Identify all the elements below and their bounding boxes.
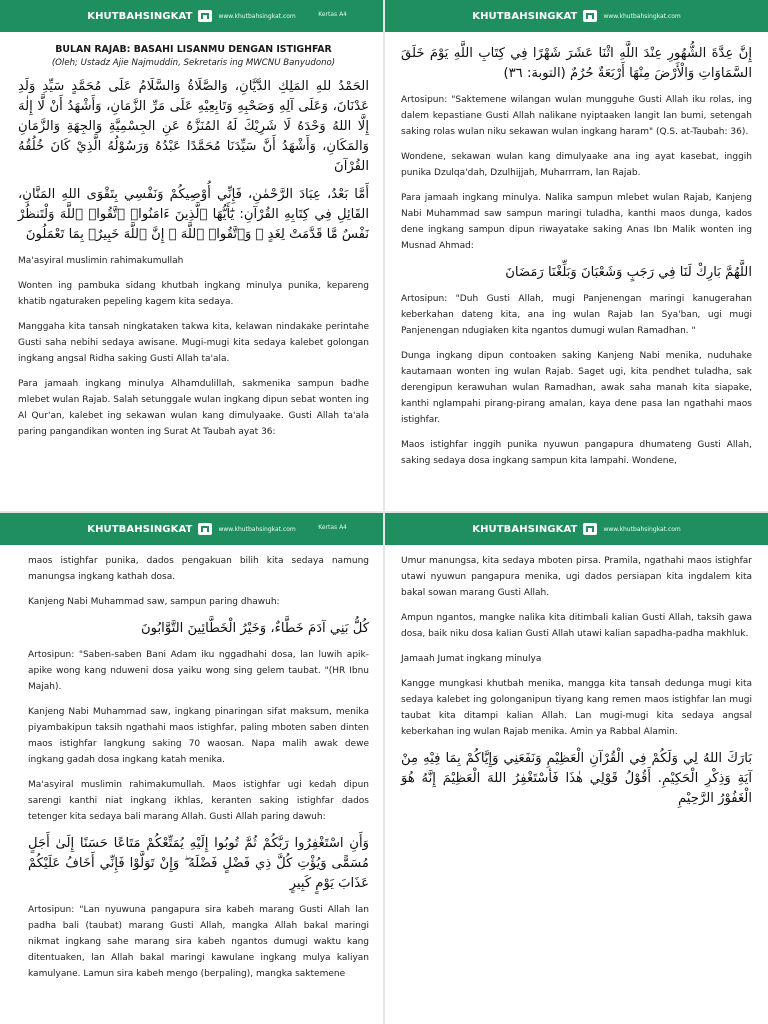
paragraph: Kangge mungkasi khutbah menika, mangga kita tansah dedunga mugi kita sedaya kalebet ing golonganipun tiyang kang remen maos istighfar lan mugi taubat kita ditampi kalian Allah. Lan mugi-mugi kita sedaya angsal keberkahan ing wulan Rajab menika. Amin ya Rabbal Alamin. bbox=[401, 679, 752, 737]
paper-size-tag: Kertas A4 bbox=[318, 11, 347, 18]
brand-name: KHUTBAHSINGKAT bbox=[472, 523, 578, 535]
paragraph: Ma'asyiral muslimin rahimakumullah. Maos istighfar ugi kedah dipun sarengi kanthi niat ingkang ikhlas, keranten saking istighfar dados tetenger kita sedaya bali marang Allah. Gusti Allah paring dawuh: bbox=[28, 780, 369, 822]
brand-name: KHUTBAHSINGKAT bbox=[472, 10, 578, 22]
paragraph: Kanjeng Nabi Muhammad saw, sampun paring dhawuh: bbox=[28, 597, 280, 607]
page-header bbox=[385, 0, 768, 32]
paragraph: Kanjeng Nabi Muhammad saw, ingkang pinaringan sifat maksum, menika piyambakipun taksih ngathahi maos istighfar, paling mboten saben dinten maos istighfar langkung saking 70 waosan. Napa malih awak dewe ingkang gadah dosa ingkang katah menika. bbox=[28, 707, 369, 765]
arabic-wasiyat: أَمَّا بَعْدُ، عِبَادَ الرَّحْمٰنِ، فَإِنِّي أُوْصِيكُمْ وَنَفْسِي بِتَقْوَى اللهِ المَنَّانِ، القَائِلِ فِي كِتَابِهِ القُرْآنِ: يَٰٓأَيُّهَا ٱلَّذِينَ ءَامَنُوا۟ ٱتَّقُوا۟ ٱللَّهَ وَلْتَنظُرْ نَفْسٌ مَّا قَدَّمَتْ لِغَدٍ ۖ وَٱتَّقُوا۟ ٱللَّهَ ۚ إِنَّ ٱللَّهَ خَبِيرٌۢ بِمَا تَعْمَلُونَ bbox=[18, 187, 369, 242]
page-header bbox=[385, 513, 768, 545]
article-title: BULAN RAJAB: BASAHI LISANMU DENGAN ISTIGHFAR bbox=[55, 44, 332, 55]
page-4 bbox=[385, 513, 768, 1024]
site-url: www.khutbahsingkat.com bbox=[218, 525, 296, 533]
paragraph: Umur manungsa, kita sedaya mboten pirsa. Pramila, ngathahi maos istighfar utawi nyuwun pangapura menika, ugi dados persiapan kita ingdalem kita bakal sowan marang Gusti Allah. bbox=[401, 556, 752, 598]
brand-logo-icon bbox=[198, 523, 212, 535]
paragraph: Artosipun: "Duh Gusti Allah, mugi Panjenengan maringi kanugerahan keberkahan dateng kita, ana ing wulan Rajab lan Sya'ban, ugi mugi Panjenengan ndugiaken kita ngantos dumugi wulan Ramadhan. " bbox=[401, 294, 752, 336]
arabic-verse-taubah: إِنَّ عِدَّةَ الشُّهُورِ عِنْدَ اللَّهِ اثْنَا عَشَرَ شَهْرًا فِي كِتَابِ اللَّهِ يَوْمَ خَلَقَ السَّمَاوَاتِ وَالْأَرْضَ مِنْهَا أَرْبَعَةٌ حُرُمٌ (التوبة: ٣٦) bbox=[401, 46, 752, 81]
article-author: (Oleh; Ustadz Ajie Najmuddin, Sekretaris ing MWCNU Banyudono) bbox=[51, 58, 336, 68]
page-2 bbox=[385, 0, 768, 511]
paragraph: Para jamaah ingkang minulya Alhamdulillah, sakmenika sampun badhe mlebet wulan Rajab. Salah setunggale wulan ingkang dipun sebat wonten ing Al Qur'an, kalebet ing sekawan wulan kang dimulyaake. Gusti Allah ta'ala paring pangandikan wonten ing Surat At Taubah ayat 36: bbox=[18, 379, 369, 437]
paragraph: maos istighfar punika, dados pengakuan bilih kita sedaya namung manungsa ingkang kathah dosa. bbox=[28, 556, 369, 582]
site-url: www.khutbahsingkat.com bbox=[603, 525, 681, 533]
arabic-opening: الحَمْدُ للهِ المَلِكِ الدَّيَّانِ، وَالصَّلَاةُ وَالسَّلَامُ عَلَى مُحَمَّدٍ سَيِّدِ وَلَدِ عَدْنَانَ، وَعَلَى آلِهِ وَصَحْبِهِ وَتَابِعِيْهِ عَلَى مَرِّ الزَّمَانِ، وَأَشْهَدُ أَنْ لَّا إِلٰهَ إِلَّا اللهُ وَحْدَهُ لَا شَرِيْكَ لَهُ المُنَزَّهُ عَنِ الجِسْمِيَّةِ وَالجِهَةِ وَالزَّمَانِ وَالمَكَانِ، وَأَشْهَدُ أَنَّ سَيِّدَنَا مُحَمَّدًا عَبْدُهُ وَرَسُوْلُهُ الَّذِيْ كَانَ خُلُقُهُ القُرْآنَ bbox=[18, 79, 369, 174]
page-1 bbox=[0, 0, 383, 511]
paragraph: Maos istighfar inggih punika nyuwun pangapura dhumateng Gusti Allah, saking sedaya dosa ingkang sampun kita lampahi. Wondene, bbox=[401, 440, 752, 466]
brand-name: KHUTBAHSINGKAT bbox=[87, 10, 193, 22]
paragraph: Jamaah Jumat ingkang minulya bbox=[401, 654, 542, 664]
arabic-verse-hud: وَأَنِ اسْتَغْفِرُوا رَبَّكُمْ ثُمَّ تُوبُوا إِلَيْهِ يُمَتِّعْكُمْ مَتَاعًا حَسَنًا إِلَىٰ أَجَلٍ مُسَمًّى وَيُؤْتِ كُلَّ ذِي فَضْلٍ فَضْلَهُ ۖ وَإِنْ تَوَلَّوْا فَإِنِّي أَخَافُ عَلَيْكُمْ عَذَابَ يَوْمٍ كَبِيرٍ bbox=[28, 836, 369, 891]
site-url: www.khutbahsingkat.com bbox=[218, 12, 296, 20]
site-url: www.khutbahsingkat.com bbox=[603, 12, 681, 20]
paragraph: Wondene, sekawan wulan kang dimulyaake ana ing ayat kasebat, inggih punika Dzulqa'dah, Dzulhijjah, Muharrram, lan Rajab. bbox=[401, 152, 752, 178]
page-header bbox=[0, 0, 383, 32]
brand-logo-icon bbox=[583, 10, 597, 22]
brand-logo-icon bbox=[198, 10, 212, 22]
paragraph: Manggaha kita tansah ningkataken takwa kita, kelawan nindakake perintahe Gusti saha nebihi sedaya awisane. Mugi-mugi kita sedaya kalebet golongan ingkang angsal Ridha saking Gusti Allah ta'ala. bbox=[18, 322, 369, 364]
page-3 bbox=[0, 513, 383, 1024]
paragraph: Ma'asyiral muslimin rahimakumullah bbox=[18, 256, 184, 266]
paragraph: Wonten ing pambuka sidang khutbah ingkang minulya punika, kepareng khatib ngaturaken pepeling kagem kita sedaya. bbox=[18, 281, 369, 307]
paragraph: Artosipun: "Saben-saben Bani Adam iku nggadhahi dosa, lan luwih apik-apike wong kang nduweni dosa yaiku wong sing gelem taubat. "(HR Ibnu Majah). bbox=[28, 650, 369, 692]
paragraph: Artosipun: "Lan nyuwuna pangapura sira kabeh marang Gusti Allah lan padha bali (taubat) marang Gusti Allah, mangka Allah bakal maringi nikmat ingkang sahe marang sira kabeh ngantos dumugi waktu kang ditentuaken, lan Allah bakal maringi kawulane ingkang mulya kaliyan kamulyane. Lamun sira kabeh mengo (berpaling), mangka saktemene bbox=[28, 905, 369, 979]
paragraph: Ampun ngantos, mangke nalika kita ditimbali kalian Gusti Allah, taksih gawa dosa, baik niku dosa kalian Gusti Allah utawi kalian sapadha-padha makhluk. bbox=[401, 613, 752, 639]
arabic-doa-rajab: اللَّهُمَّ بَارِكْ لَنَا فِي رَجَبٍ وَشَعْبَانَ وَبَلِّغْنَا رَمَضَانَ bbox=[505, 265, 752, 280]
brand-logo-icon bbox=[583, 523, 597, 535]
arabic-hadith: كُلُّ بَنِي آدَمَ خَطَّاءٌ، وَخَيْرُ الْخَطَّائِينَ التَّوَّابُونَ bbox=[140, 621, 369, 636]
paragraph: Para jamaah ingkang minulya. Nalika sampun mlebet wulan Rajab, Kanjeng Nabi Muhammad saw sampun maringi tuladha, kanthi maos dunga, kados dene ingkang sampun dipun riwayatake saking Anas Ibn Malik wonten ing Musnad Ahmad: bbox=[401, 193, 752, 251]
page-header bbox=[0, 513, 383, 545]
paper-size-tag: Kertas A4 bbox=[318, 524, 347, 531]
brand-name: KHUTBAHSINGKAT bbox=[87, 523, 193, 535]
paragraph: Artosipun: "Saktemene wilangan wulan mungguhe Gusti Allah iku rolas, ing dalem kepastiane Gusti Allah nalikane nyiptaaken langit lan bumi, setengah saking rolas wulan niku sekawan wulan ingkang haram" (Q.S. at-Taubah: 36). bbox=[401, 95, 752, 137]
arabic-closing-doa: بَارَكَ اللهُ لِي وَلَكُمْ فِي الْقُرْآنِ الْعَظِيْمِ وَنَفَعَنِي وَإِيَّاكُمْ بِمَا فِيْهِ مِنْ آيَةِ وَذِكْرِ الْحَكِيْمِ. أَقُوْلُ قَوْلِي هٰذَا فَأسْتَغْفِرُ اللهَ الْعَظِيْمَ إِنَّهُ هُوَ الْغَفُوْرُ الرَّحِيْمِ bbox=[401, 751, 752, 806]
paragraph: Dunga ingkang dipun contoaken saking Kanjeng Nabi menika, nuduhake kautamaan wonten ing wulan Rajab. Saget ugi, kita pendhet tuladha, sak derengipun kerawuhan wulan Ramadhan, awak saha manah kita siapake, kanthi nglampahi pirang-pirang amalan, kaya dene pasa lan ngathahi maos istighfar. bbox=[401, 351, 752, 425]
